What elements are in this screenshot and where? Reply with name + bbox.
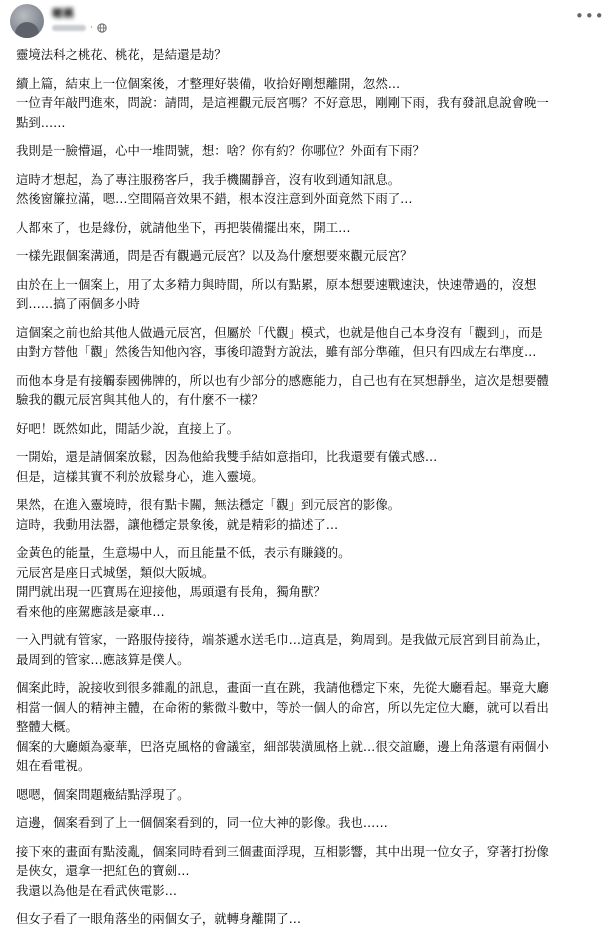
post-text-line: 一開始，還是請個案放鬆，因為他給我雙手結如意指印，比我還要有儀式感…: [16, 449, 438, 464]
post-text-line: 由對方替他「觀」然後告知他內容，事後印證對方說法，雖有部分準確，但只有四成左右準度…: [16, 344, 537, 359]
post-paragraph: [16, 218, 604, 238]
post-paragraph: [16, 909, 604, 929]
post-text-line: 但女子看了一眼角落坐的兩個女子，就轉身離開了…: [16, 911, 301, 926]
post-text-line: 我還以為他是在看武俠電影…: [16, 882, 178, 898]
post-body: [16, 45, 604, 938]
globe-icon: [97, 23, 107, 33]
post-text-line: 元辰宮是座日式城堡，類似大阪城。: [16, 564, 215, 580]
more-options-button[interactable]: [575, 7, 605, 25]
post-paragraph: [16, 495, 604, 534]
post-text-line: 金黃色的能量，生意場中人，而且能量不低，表示有賺錢的。: [16, 545, 351, 560]
post-text-line: 這邊，個案看到了上一個個案看到的，同一位大神的影像。我也……: [16, 815, 388, 830]
post-text-line: 好吧！既然如此，閒話少說，直接上了。: [16, 420, 240, 436]
post-text-line: 這時才想起，為了專注服務客戶，我手機關靜音，沒有收到通知訊息。: [16, 171, 401, 187]
post-paragraph: [16, 323, 604, 362]
meta-separator: ·: [90, 23, 93, 33]
post-text-line: 而他本身是有接觸泰國佛牌的，所以也有少部分的感應能力，自己也有在冥想靜坐，這次是想要體: [16, 372, 549, 388]
post-text-line: 但是，這樣其實不利於放鬆身心，進入靈境。: [16, 468, 264, 484]
more-horizontal-icon: •••: [575, 7, 605, 25]
post-paragraph: [16, 678, 604, 776]
post-text-line: 然後窗簾拉滿，嗯…空間隔音效果不錯，根本沒注意到外面竟然下雨了…: [16, 191, 413, 206]
post-text-line: 點到……: [16, 114, 66, 130]
post-paragraph: [16, 543, 604, 621]
post-paragraph: [16, 371, 604, 410]
post-timestamp[interactable]: [52, 25, 86, 31]
post-text-line: 個案此時，說接收到很多雜亂的訊息，畫面一直在跳，我請他穩定下來，先從大廳看起。畢竟大廳: [16, 680, 549, 695]
post-text-line: 姐在看電視。: [16, 758, 91, 773]
post-paragraph: [16, 630, 604, 669]
post-paragraph: [16, 45, 604, 65]
post-text-line: 我則是一臉懵逼，心中一堆問號，想：啥？你有約？你哪位？外面有下雨？: [16, 143, 425, 158]
post-text-line: 個案的大廳頗為豪華，巴洛克風格的會議室，細部裝潢風格上就…很交誼廳，邊上角落還有兩個小: [16, 738, 549, 754]
post-text-line: 一位青年敲門進來，問說：請問，是這裡觀元辰宮嗎？不好意思，剛剛下雨，我有發訊息說會晚一: [16, 95, 549, 110]
post-text-line: 一樣先跟個案溝通，問是否有觀過元辰宮？以及為什麼想要來觀元辰宮？: [16, 248, 413, 263]
post-text-line: 這個案之前也給其他人做過元辰宮，但屬於「代觀」模式，也就是他自己本身沒有「觀到」，而是: [16, 324, 543, 340]
post-text-line: 人都來了，也是緣份，就請他坐下，再把裝備擺出來，開工…: [16, 219, 351, 235]
author-name[interactable]: 暱稱: [52, 7, 74, 20]
post-text-line: 一入門就有管家，一路服侍接待，端茶遞水送毛巾…這真是，夠周到。是我做元辰宮到目前為止，: [16, 632, 549, 647]
post-text-line: 這時，我動用法器，讓他穩定景象後，就是精彩的描述了…: [16, 516, 339, 532]
post-text-line: 整體大概。: [16, 719, 78, 734]
post-text-line: 開門就出現一匹寶馬在迎接他，馬頭還有長角，獨角獸？: [16, 584, 326, 599]
post-text-line: 驗我的觀元辰宮與其他人的，有什麼不一樣？: [16, 392, 264, 407]
post-header: [0, 0, 611, 44]
post-text-line: 相當一個人的精神主體，在命術的紫微斗數中，等於一個人的命宮，所以先定位大廳，就可以看出: [16, 699, 549, 715]
post-text-line: 是俠女，還拿一把紅色的寶劍…: [16, 863, 190, 878]
post-text-line: 接下來的畫面有點淩亂，個案同時看到三個畫面浮現，互相影響，其中出現一位女子，穿著打扮像: [16, 843, 549, 859]
post-text-line: 果然，在進入靈境時，很有點卡關，無法穩定「觀」到元辰宮的影像。: [16, 497, 401, 512]
post-paragraph: [16, 275, 604, 314]
post-paragraph: [16, 842, 604, 901]
post-paragraph: [16, 419, 604, 439]
post-paragraph: [16, 170, 604, 209]
post-text-line: 靈境法科之桃花、桃花，是結還是劫？: [16, 47, 227, 62]
post-text-line: 到……搞了兩個多小時: [16, 296, 140, 311]
post-paragraph: [16, 813, 604, 833]
post-paragraph: [16, 141, 604, 161]
post-paragraph: [16, 246, 604, 266]
post-text-line: 最周到的管家…應該算是僕人。: [16, 651, 190, 667]
post-text-line: 看來他的座駕應該是豪車…: [16, 603, 165, 619]
post-text-line: 嗯嗯，個案問題癥結點浮現了。: [16, 786, 190, 802]
avatar[interactable]: [10, 4, 44, 38]
post-text-line: 由於在上一個案上，用了太多精力與時間，所以有點累，原本想要速戰速決，快速帶過的，沒想: [16, 276, 537, 292]
post-paragraph: [16, 785, 604, 805]
post-paragraph: [16, 447, 604, 486]
post-text-line: 續上篇，結束上一位個案後，才整理好裝備，收拾好剛想離開，忽然…: [16, 75, 401, 91]
post-meta: [52, 22, 107, 34]
author-block[interactable]: [52, 5, 112, 20]
post-paragraph: [16, 74, 604, 133]
